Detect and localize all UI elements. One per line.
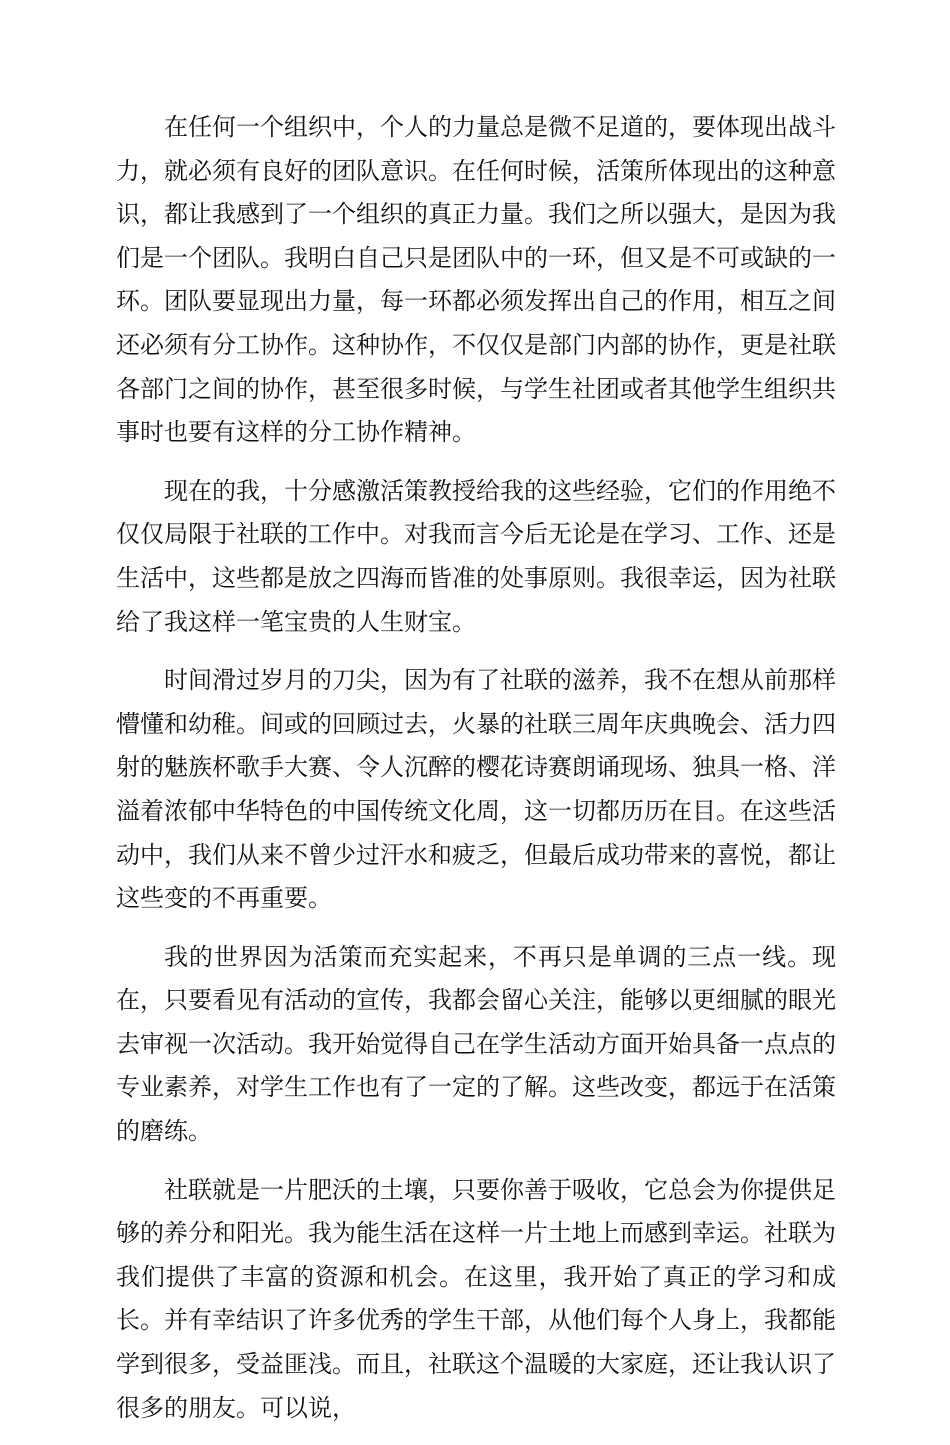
paragraph-memories: 时间滑过岁月的刀尖，因为有了社联的滋养，我不在想从前那样懵懂和幼稚。间或的回顾过去，火暴的社联三周年庆典晚会、活力四射的魅族杯歌手大赛、令人沉醉的樱花诗赛朗诵现场、独具一格、洋溢着浓郁中华特色的中国传统文化周，这一切都历历在目。在这些活动中，我们从来不曾少过汗水和疲乏，但最后成功带来的喜悦，都让这些变的不再重要。 (116, 666, 836, 913)
document-body (116, 106, 836, 1445)
paragraph-growth: 我的世界因为活策而充实起来，不再只是单调的三点一线。现在，只要看见有活动的宣传，我都会留心关注，能够以更细腻的眼光去审视一次活动。我开始觉得自己在学生活动方面开始具备一点点的专业素养，对学生工作也有了一定的了解。这些改变，都远于在活策的磨练。 (116, 942, 836, 1146)
paragraph-fertile-soil: 社联就是一片肥沃的土壤，只要你善于吸收，它总会为你提供足够的养分和阳光。我为能生活在这样一片土地上而感到幸运。社联为我们提供了丰富的资源和机会。在这里，我开始了真正的学习和成长。并有幸结识了许多优秀的学生干部，从他们每个人身上，我都能学到很多，受益匪浅。而且，社联这个温暖的大家庭，还让我认识了很多的朋友。可以说， (116, 1175, 836, 1422)
paragraph-teamwork: 在任何一个组织中，个人的力量总是微不足道的，要体现出战斗力，就必须有良好的团队意识。在任何时候，活策所体现出的这种意识，都让我感到了一个组织的真正力量。我们之所以强大，是因为我们是一个团队。我明白自己只是团队中的一环，但又是不可或缺的一环。团队要显现出力量，每一环都必须发挥出自己的作用，相互之间还必须有分工协作。这种协作，不仅仅是部门内部的协作，更是社联各部门之间的协作，甚至很多时候，与学生社团或者其他学生组织共事时也要有这样的分工协作精神。 (116, 113, 836, 447)
paragraph-gratitude: 现在的我，十分感激活策教授给我的这些经验，它们的作用绝不仅仅局限于社联的工作中。对我而言今后无论是在学习、工作、还是生活中，这些都是放之四海而皆准的处事原则。我很幸运，因为社联给了我这样一笔宝贵的人生财宝。 (116, 476, 836, 636)
